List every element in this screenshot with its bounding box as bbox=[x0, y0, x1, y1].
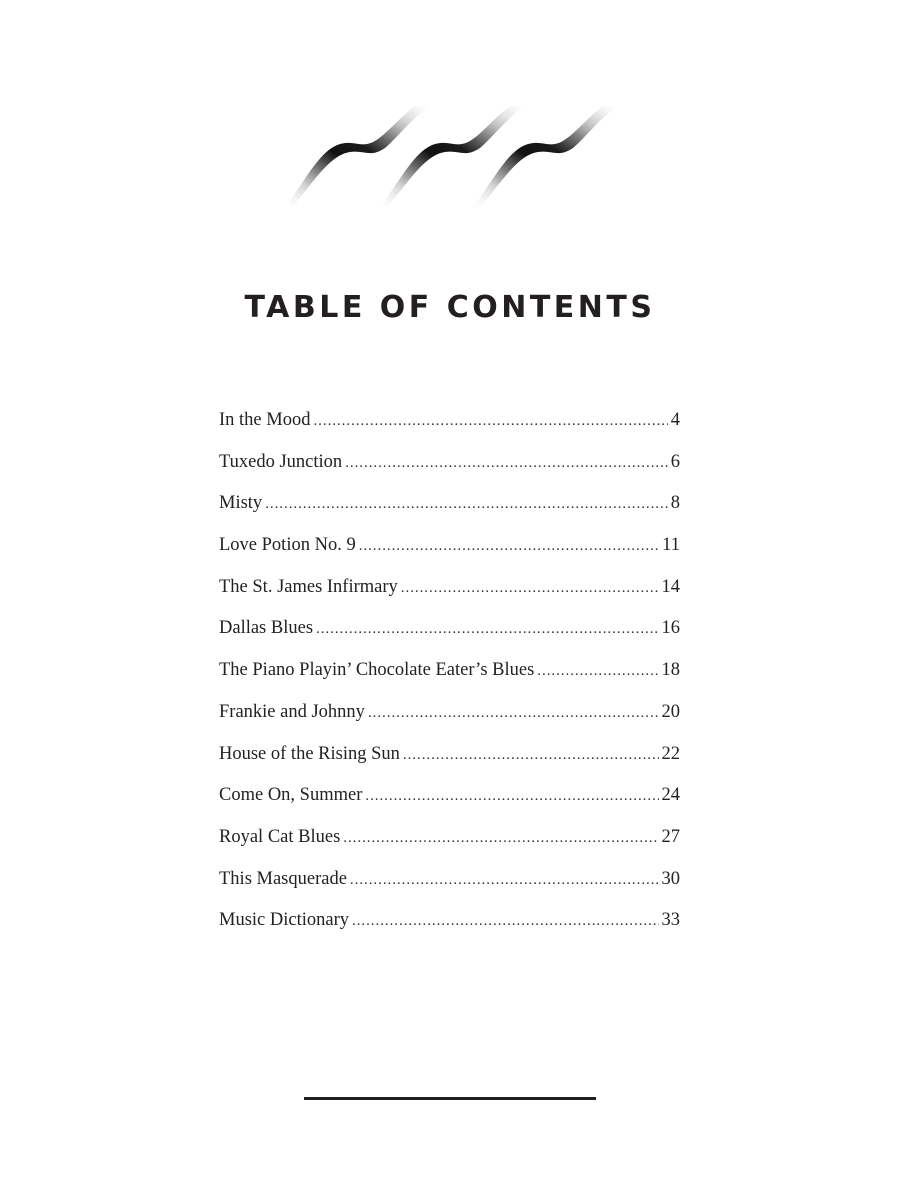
toc-entry-title: Dallas Blues bbox=[219, 618, 314, 639]
toc-entry-title: Tuxedo Junction bbox=[219, 451, 343, 472]
toc-entry-page: 22 bbox=[661, 743, 680, 764]
toc-entry-title: This Masquerade bbox=[219, 868, 347, 889]
footer-rule bbox=[304, 1097, 596, 1100]
toc-entry-page: 6 bbox=[670, 451, 680, 472]
toc-entry-title: The Piano Playin’ Chocolate Eater’s Blues bbox=[219, 660, 535, 681]
toc-entry[interactable] bbox=[219, 780, 680, 822]
toc-entry-title: Music Dictionary bbox=[219, 910, 349, 931]
dot-leader bbox=[350, 865, 659, 895]
toc-entry-page: 16 bbox=[661, 618, 680, 639]
toc-entry-title: Frankie and Johnny bbox=[219, 701, 365, 722]
piano-key-waves-icon bbox=[285, 100, 625, 218]
toc-entry[interactable] bbox=[219, 613, 680, 655]
toc-entry[interactable] bbox=[219, 572, 680, 614]
toc-entry-page: 27 bbox=[661, 826, 680, 847]
toc-entry-page: 11 bbox=[662, 535, 680, 556]
toc-entry-title: In the Mood bbox=[219, 410, 311, 430]
toc-entry[interactable] bbox=[219, 905, 680, 947]
dot-leader bbox=[345, 448, 668, 478]
page-title: TABLE OF CONTENTS bbox=[244, 290, 656, 325]
toc-entry-page: 8 bbox=[670, 493, 680, 514]
dot-leader bbox=[365, 781, 658, 811]
toc-entry[interactable] bbox=[219, 530, 680, 572]
toc-entry-page: 30 bbox=[661, 868, 680, 889]
dot-leader bbox=[368, 698, 659, 728]
dot-leader bbox=[401, 573, 659, 603]
dot-leader bbox=[403, 740, 659, 770]
toc-entry[interactable] bbox=[219, 739, 680, 781]
toc-entry[interactable] bbox=[219, 405, 680, 447]
toc-entry-title: House of the Rising Sun bbox=[219, 743, 400, 764]
dot-leader bbox=[265, 489, 668, 519]
dot-leader bbox=[359, 531, 659, 561]
toc-entry-page: 4 bbox=[670, 410, 680, 430]
toc-entry[interactable] bbox=[219, 822, 680, 864]
toc-entry[interactable] bbox=[219, 655, 680, 697]
toc-entry[interactable] bbox=[219, 447, 680, 489]
toc-entry[interactable] bbox=[219, 488, 680, 530]
toc-entry-title: The St. James Infirmary bbox=[219, 576, 398, 597]
table-of-contents bbox=[219, 405, 680, 947]
dot-leader bbox=[313, 406, 667, 436]
toc-entry-title: Come On, Summer bbox=[219, 785, 363, 806]
toc-entry-page: 14 bbox=[661, 576, 680, 597]
toc-entry-page: 24 bbox=[661, 785, 680, 806]
toc-entry-page: 20 bbox=[661, 701, 680, 722]
dot-leader bbox=[316, 614, 658, 644]
dot-leader bbox=[343, 823, 658, 853]
wave-shape-1 bbox=[285, 106, 430, 210]
toc-entry[interactable] bbox=[219, 864, 680, 906]
toc-entry[interactable] bbox=[219, 697, 680, 739]
toc-entry-page: 33 bbox=[661, 910, 680, 931]
dot-leader bbox=[352, 906, 659, 936]
toc-entry-title: Misty bbox=[219, 493, 263, 514]
toc-entry-page: 18 bbox=[661, 660, 680, 681]
toc-entry-title: Love Potion No. 9 bbox=[219, 535, 356, 556]
toc-entry-title: Royal Cat Blues bbox=[219, 826, 341, 847]
dot-leader bbox=[537, 656, 658, 686]
